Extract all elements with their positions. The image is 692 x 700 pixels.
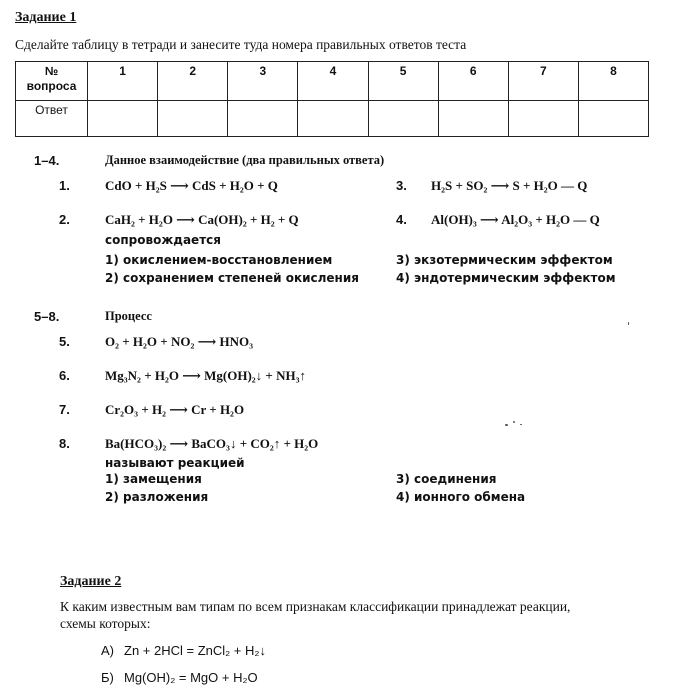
scan-speck	[505, 424, 508, 426]
block1-stem: сопровождается	[105, 233, 221, 247]
item-8-number: 8.	[59, 436, 70, 451]
header-col-6: 6	[438, 62, 508, 101]
block1-option-3: 3) экзотермическим эффектом	[396, 253, 613, 267]
block2-option-3: 3) соединения	[396, 472, 497, 486]
task2-item-b-label: Б)	[101, 670, 114, 685]
answer-label: Ответ	[16, 101, 88, 137]
block2-option-2: 2) разложения	[105, 490, 209, 504]
item-1-equation: CdO + H₂S ⟶ CdS + H₂O + Q	[105, 178, 278, 193]
block1-option-4: 4) эндотермическим эффектом	[396, 271, 616, 285]
block2-option-1: 1) замещения	[105, 472, 202, 486]
item-3-equation: H₂S + SO₂ ⟶ S + H₂O — Q	[431, 178, 588, 193]
task1-title: Задание 1	[15, 10, 77, 25]
item-1-number: 1.	[59, 178, 70, 193]
header-col-5: 5	[368, 62, 438, 101]
item-3-number: 3.	[396, 178, 407, 193]
block2-option-4: 4) ионного обмена	[396, 490, 526, 504]
task2-question-line2: схемы которых:	[60, 616, 151, 631]
header-col-8: 8	[578, 62, 648, 101]
item-2-equation: CaH₂ + H₂O ⟶ Ca(OH)₂ + H₂ + Q	[105, 212, 299, 227]
task1-instruction: Сделайте таблицу в тетради и занесите туда номера правильных ответов теста	[15, 37, 467, 52]
item-4-equation: Al(OH)₃ ⟶ Al₂O₃ + H₂O — Q	[431, 212, 600, 227]
answer-cell-6[interactable]	[438, 101, 508, 137]
block1-title: Данное взаимодействие (два правильных ответа)	[105, 153, 385, 167]
block1-option-2: 2) сохранением степеней окисления	[105, 271, 359, 285]
answer-table-header-row	[16, 62, 649, 101]
header-col-1: 1	[88, 62, 158, 101]
item-4-number: 4.	[396, 212, 407, 227]
item-7-number: 7.	[59, 402, 70, 417]
block2-stem: называют реакцией	[105, 456, 245, 470]
task2-item-b-equation: Mg(OH)₂ = MgO + H₂O	[124, 670, 258, 685]
item-8-equation: Ba(HCO₃)₂ ⟶ BaCO₃↓ + CO₂↑ + H₂O	[105, 436, 319, 451]
scan-speck	[513, 421, 515, 423]
answer-cell-3[interactable]	[228, 101, 298, 137]
item-5-number: 5.	[59, 334, 70, 349]
scan-speck	[520, 424, 522, 425]
item-2-number: 2.	[59, 212, 70, 227]
answer-table	[15, 61, 649, 137]
answer-cell-5[interactable]	[368, 101, 438, 137]
header-col-2: 2	[158, 62, 228, 101]
item-7-equation: Cr₂O₃ + H₂ ⟶ Cr + H₂O	[105, 402, 245, 417]
task2-item-a-equation: Zn + 2HCl = ZnCl₂ + H₂↓	[124, 643, 266, 658]
block2-range: 5–8.	[34, 309, 60, 324]
answer-cell-8[interactable]	[578, 101, 648, 137]
answer-cell-4[interactable]	[298, 101, 368, 137]
header-col-7: 7	[508, 62, 578, 101]
header-col-3: 3	[228, 62, 298, 101]
item-5-equation: O₂ + H₂O + NO₂ ⟶ HNO₃	[105, 334, 253, 349]
answer-table-answer-row	[16, 101, 649, 137]
header-question-word: вопроса	[26, 79, 77, 93]
answer-cell-2[interactable]	[158, 101, 228, 137]
header-col-4: 4	[298, 62, 368, 101]
task2-item-a-label: А)	[101, 643, 114, 658]
task2-title: Задание 2	[60, 574, 122, 589]
block1-option-1: 1) окислением-восстановлением	[105, 253, 333, 267]
item-6-number: 6.	[59, 368, 70, 383]
block2-title: Процесс	[105, 309, 152, 323]
header-number-sign: №	[44, 64, 59, 78]
block1-range: 1–4.	[34, 153, 60, 168]
task2-question-line1: К каким известным вам типам по всем признакам классификации принадлежат реакции,	[60, 599, 571, 614]
scan-speck	[628, 322, 629, 325]
answer-cell-1[interactable]	[88, 101, 158, 137]
header-question-number	[16, 62, 88, 101]
item-6-equation: Mg₃N₂ + H₂O ⟶ Mg(OH)₂↓ + NH₃↑	[105, 368, 306, 383]
answer-cell-7[interactable]	[508, 101, 578, 137]
